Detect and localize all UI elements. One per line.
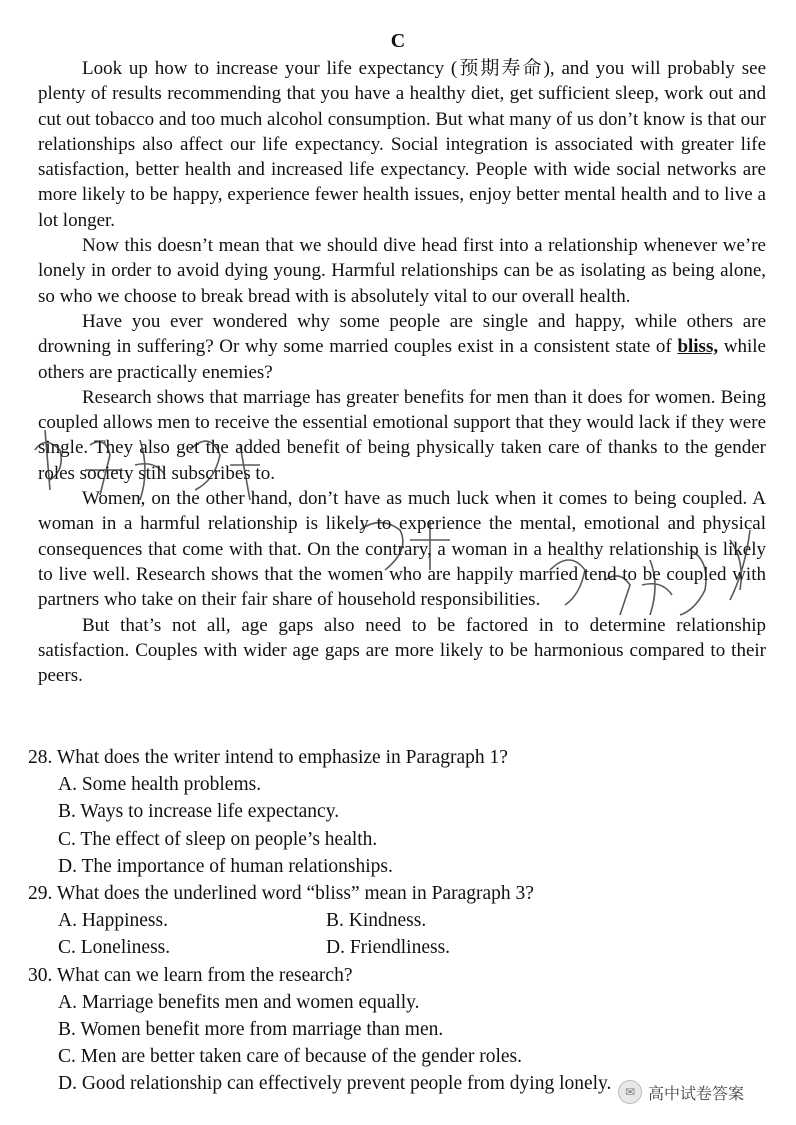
option-d: D. Friendliness. (326, 937, 451, 959)
option-b: B. Ways to increase life expectancy. (58, 801, 340, 823)
paragraph-3-end: while others are practically enemies? (38, 336, 766, 383)
wechat-icon: ✉ (618, 1080, 642, 1104)
option-d: D. The importance of human relationships. (58, 855, 393, 877)
paragraph-1: Look up how to increase your life expectancy (预期寿命), and you will probably see plenty of results recommending that you have a healthy diet, get sufficient sleep, work out and cut out tobacco and too much alcohol consumption. But what many of us don’t know is that our relationships also affect our life expectancy. Social integration is associated with greater life satisfaction, better health and increased life expectancy. People with wide social networks are more likely to be happy, experience fewer health issues, enjoy better mental health and to live a lot longer. (38, 58, 766, 231)
question-28 (28, 744, 768, 880)
watermark-logo-text: 高中试卷答案 (648, 1083, 745, 1103)
reading-passage (38, 56, 766, 688)
option-b: B. Kindness. (326, 910, 427, 932)
option-c: C. Loneliness. (58, 937, 171, 959)
watermark-logo (618, 1080, 744, 1104)
paragraph-3-start: Have you ever wondered why some people are single and happy, while others are drowning in suffering? Or why some married couples exist in a consistent state of (38, 310, 766, 358)
underlined-word-bliss: bliss, (677, 336, 719, 358)
option-c: C. Men are better taken care of because of the gender roles. (58, 1046, 522, 1068)
question-stem: 30. What can we learn from the research? (28, 964, 353, 986)
question-30 (28, 962, 768, 1098)
question-stem: 28. What does the writer intend to emphasize in Paragraph 1? (28, 747, 508, 768)
section-title: C (390, 30, 406, 52)
paragraph-3 (38, 309, 766, 385)
option-d: D. Good relationship can effectively prevent people from dying lonely. (58, 1073, 612, 1095)
paragraph-2: Now this doesn’t mean that we should dive head first into a relationship whenever we’re lonely in order to avoid dying young. Harmful relationships can be as isolating as being alone, so who we choose to break bread with is absolutely vital to our overall health. (38, 235, 766, 307)
option-a: A. Marriage benefits men and women equally. (58, 991, 420, 1013)
option-b: B. Women benefit more from marriage than men. (58, 1019, 444, 1041)
question-stem: 29. What does the underlined word “bliss” mean in Paragraph 3? (28, 883, 534, 905)
option-a: A. Happiness. (58, 910, 168, 932)
option-a: A. Some health problems. (58, 774, 262, 796)
paragraph-5: Women, on the other hand, don’t have as much luck when it comes to being coupled. A woman in a harmful relationship is likely to experience the mental, emotional and physical consequences that come with that. On the contrary, a woman in a healthy relationship is likely to live well. Research shows that the women who are happily married tend to be coupled with partners who take on their fair share of household responsibilities. (38, 488, 766, 611)
paragraph-6: But that’s not all, age gaps also need to be factored in to determine relationship satisfaction. Couples with wider age gaps are more likely to be harmonious compared to their peers. (38, 614, 766, 687)
question-29 (28, 880, 768, 962)
option-c: C. The effect of sleep on people’s health. (58, 828, 378, 850)
question-list (28, 744, 768, 1098)
paragraph-4: Research shows that marriage has greater benefits for men than it does for women. Being coupled allows men to receive the essential emotional support that they would lack if they were single. They also get the added benefit of being physically taken care of thanks to the gender roles society still subscribes to. (38, 386, 766, 484)
